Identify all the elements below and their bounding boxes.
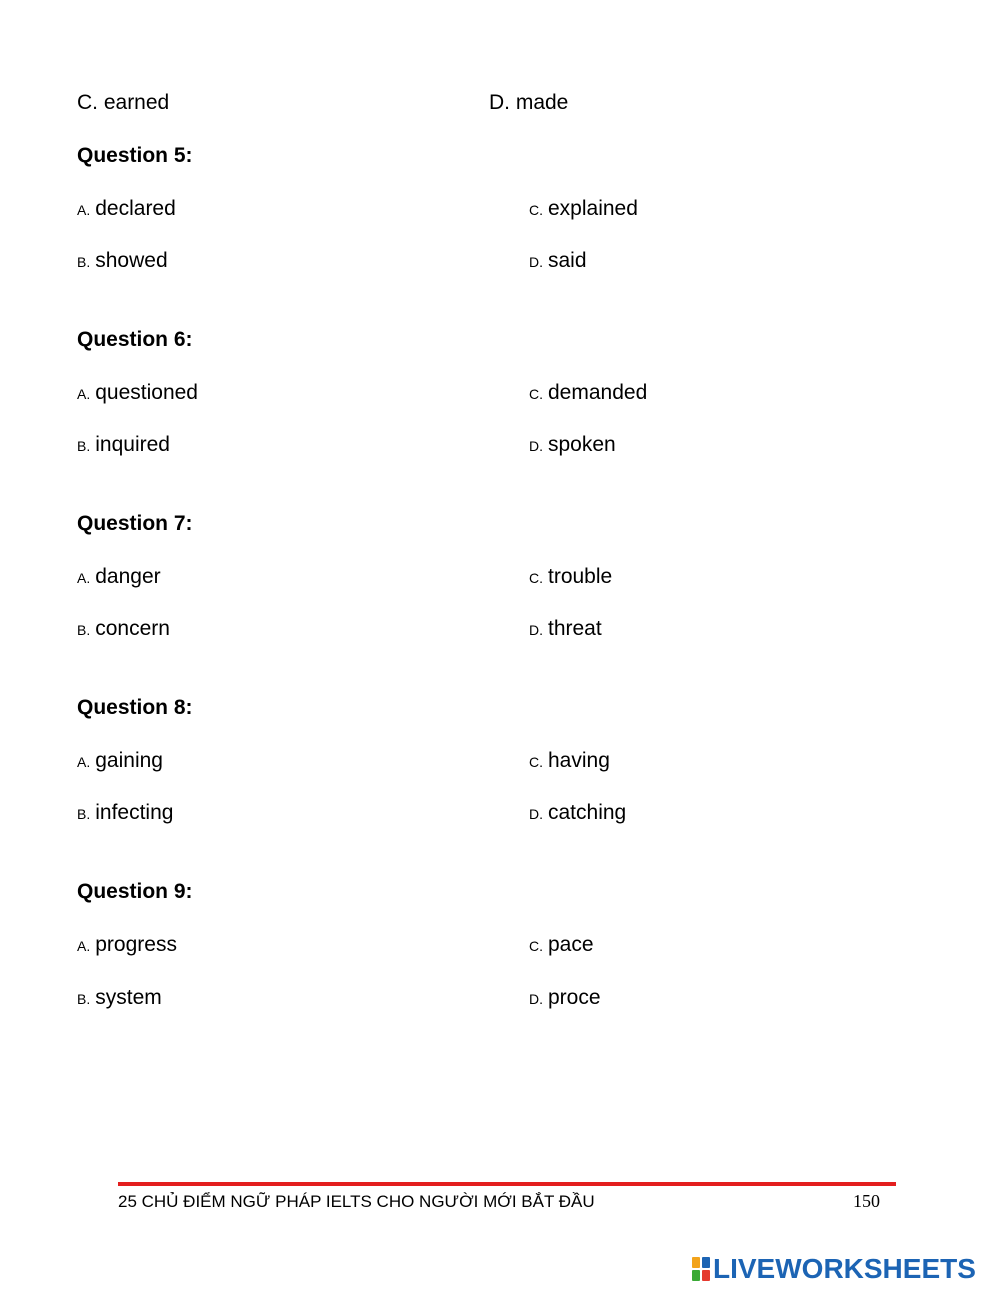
option-text: having: [548, 749, 610, 772]
option-text: spoken: [548, 433, 616, 456]
option-text: said: [548, 249, 587, 272]
option-letter: A.: [77, 202, 91, 218]
option-a[interactable]: [77, 933, 177, 957]
option-letter: A.: [77, 754, 91, 770]
option-b[interactable]: [77, 801, 173, 825]
prev-option-c: C. earned: [77, 91, 170, 114]
page-number: 150: [853, 1191, 880, 1211]
footer-book-title: 25 CHỦ ĐIỂM NGỮ PHÁP IELTS CHO NGƯỜI MỚI BẮT ĐẦU: [118, 1192, 595, 1211]
option-letter: B.: [77, 622, 91, 638]
option-letter: A.: [77, 570, 91, 586]
liveworksheets-brand: [692, 1252, 976, 1286]
question-title: Question 5:: [77, 144, 193, 167]
option-letter: D.: [529, 991, 543, 1007]
liveworksheets-logo-icon: [692, 1257, 710, 1281]
option-text: proce: [548, 986, 601, 1009]
option-text: progress: [95, 933, 177, 956]
option-d[interactable]: [529, 986, 601, 1010]
option-c[interactable]: [529, 381, 647, 405]
option-c[interactable]: [529, 197, 638, 221]
option-b[interactable]: [77, 617, 170, 641]
option-d[interactable]: [529, 617, 602, 641]
option-letter: B.: [77, 991, 91, 1007]
option-c[interactable]: [529, 933, 594, 957]
option-letter: C.: [529, 754, 543, 770]
option-letter: C.: [529, 938, 543, 954]
option-letter: B.: [77, 438, 91, 454]
option-a[interactable]: [77, 749, 163, 773]
question-title: Question 6:: [77, 328, 193, 351]
option-a[interactable]: [77, 197, 176, 221]
option-letter: B.: [77, 806, 91, 822]
question-title: Question 8:: [77, 696, 193, 719]
option-text: trouble: [548, 565, 613, 588]
option-c[interactable]: [529, 565, 612, 589]
option-text: threat: [548, 617, 602, 640]
option-letter: D.: [529, 806, 543, 822]
option-d[interactable]: [529, 433, 616, 457]
option-text: system: [95, 986, 162, 1009]
question-title: Question 9:: [77, 880, 193, 903]
option-text: concern: [95, 617, 170, 640]
option-letter: D.: [529, 438, 543, 454]
prev-option-d: D. made: [489, 91, 569, 114]
question-title: Question 7:: [77, 512, 193, 535]
option-text: demanded: [548, 381, 648, 404]
option-letter: D.: [529, 254, 543, 270]
option-text: showed: [95, 249, 168, 272]
option-b[interactable]: [77, 249, 168, 273]
option-letter: C.: [529, 386, 543, 402]
option-text: questioned: [95, 381, 198, 404]
option-text: declared: [95, 197, 176, 220]
option-text: gaining: [95, 749, 163, 772]
option-d[interactable]: [529, 249, 587, 273]
option-letter: A.: [77, 386, 91, 402]
option-b[interactable]: [77, 986, 162, 1010]
option-letter: B.: [77, 254, 91, 270]
option-b[interactable]: [77, 433, 170, 457]
option-text: inquired: [95, 433, 170, 456]
option-c[interactable]: [529, 749, 610, 773]
footer-divider: [118, 1182, 896, 1186]
option-letter: A.: [77, 938, 91, 954]
option-letter: C.: [529, 570, 543, 586]
option-d[interactable]: [529, 801, 626, 825]
option-text: catching: [548, 801, 627, 824]
option-a[interactable]: [77, 565, 161, 589]
option-text: pace: [548, 933, 594, 956]
option-a[interactable]: [77, 381, 198, 405]
option-text: infecting: [95, 801, 174, 824]
option-text: explained: [548, 197, 638, 220]
option-letter: D.: [529, 622, 543, 638]
option-text: danger: [95, 565, 161, 588]
option-letter: C.: [529, 202, 543, 218]
brand-name: LIVEWORKSHEETS: [713, 1253, 976, 1284]
